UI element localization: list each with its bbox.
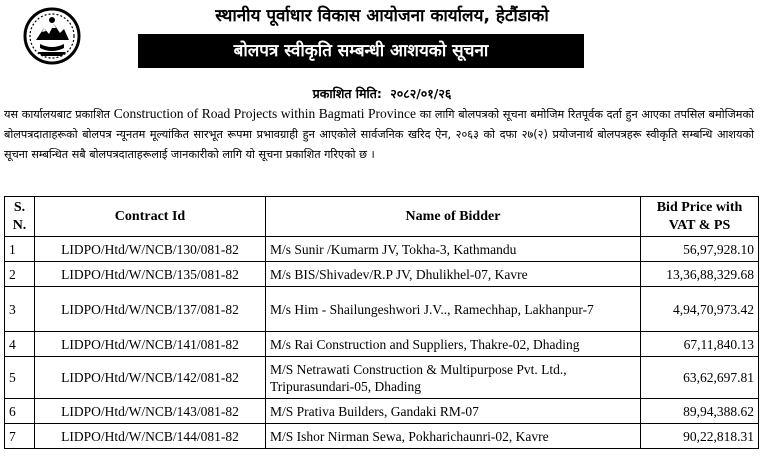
row-contract-id: LIDPO/Htd/W/NCB/130/081-82 bbox=[35, 237, 266, 262]
published-date-value: २०८२/०१/२६ bbox=[390, 86, 452, 101]
row-contract-id: LIDPO/Htd/W/NCB/144/081-82 bbox=[35, 424, 266, 449]
row-sn: 5 bbox=[5, 357, 35, 399]
header-bidder: Name of Bidder bbox=[266, 197, 641, 237]
row-sn: 2 bbox=[5, 262, 35, 287]
office-title: स्थानीय पूर्वाधार विकास आयोजना कार्यालय, हेटौंडाको bbox=[215, 6, 549, 26]
table-row bbox=[5, 399, 759, 424]
row-sn: 3 bbox=[5, 287, 35, 332]
row-price: 56,97,928.10 bbox=[641, 237, 759, 262]
table-row bbox=[5, 237, 759, 262]
row-contract-id: LIDPO/Htd/W/NCB/143/081-82 bbox=[35, 399, 266, 424]
row-bidder: M/s Sunir /Kumarm JV, Tokha-3, Kathmandu bbox=[266, 237, 641, 262]
notice-title-banner: बोलपत्र स्वीकृति सम्बन्धी आशयको सूचना bbox=[138, 34, 584, 68]
table-row bbox=[5, 287, 759, 332]
row-sn: 7 bbox=[5, 424, 35, 449]
row-sn: 6 bbox=[5, 399, 35, 424]
notice-body-paragraph bbox=[4, 104, 754, 165]
published-date-line bbox=[0, 85, 764, 103]
table-row bbox=[5, 332, 759, 357]
bid-results-table bbox=[4, 196, 759, 449]
table-row bbox=[5, 262, 759, 287]
row-price: 67,11,840.13 bbox=[641, 332, 759, 357]
row-contract-id: LIDPO/Htd/W/NCB/142/081-82 bbox=[35, 357, 266, 399]
table-header-row bbox=[5, 197, 759, 237]
row-contract-id: LIDPO/Htd/W/NCB/137/081-82 bbox=[35, 287, 266, 332]
intro-text-start: यस कार्यालयबाट प्रकाशित bbox=[4, 108, 114, 121]
row-sn: 4 bbox=[5, 332, 35, 357]
row-contract-id: LIDPO/Htd/W/NCB/141/081-82 bbox=[35, 332, 266, 357]
published-date-label: प्रकाशित मिति: bbox=[312, 86, 382, 101]
row-bidder: M/S Netrawati Construction & Multipurpose Pvt. Ltd., Tripurasundari-05, Dhading bbox=[266, 357, 641, 399]
row-price: 13,36,88,329.68 bbox=[641, 262, 759, 287]
row-sn: 1 bbox=[5, 237, 35, 262]
header-sn: S. N. bbox=[5, 197, 35, 237]
row-bidder: M/s Rai Construction and Suppliers, Thakre-02, Dhading bbox=[266, 332, 641, 357]
row-price: 63,62,697.81 bbox=[641, 357, 759, 399]
row-price: 4,94,70,973.42 bbox=[641, 287, 759, 332]
header-price: Bid Price with VAT & PS bbox=[641, 197, 759, 237]
table-row bbox=[5, 357, 759, 399]
intro-text-rest: का लागि बोलपत्रको सूचना बमोजिम रितपूर्वक दर्ता हुन आएका तपसिल बमोजिमको बोलपत्रदाताहरूको बोलपत्र न्यूनतम मूल्यांकित सारभूत रूपमा प्रभावग्राही हुन आएकोले सार्वजनिक खरिद ऐन, २०६३ को दफा २७(२) प्रयोजनार्थ बोलपत्रहरू स्वीकृति सम्बन्धि आशयको सूचना सम्बन्धित सबै बोलपत्रदाताहरूलाई जानकारीको लागि यो सूचना प्रकाशित गरिएको छ । bbox=[4, 108, 754, 161]
row-bidder: M/s Him - Shailungeshwori J.V.., Ramechhap, Lakhanpur-7 bbox=[266, 287, 641, 332]
row-contract-id: LIDPO/Htd/W/NCB/135/081-82 bbox=[35, 262, 266, 287]
row-bidder: M/S Ishor Nirman Sewa, Pokharichaunri-02, Kavre bbox=[266, 424, 641, 449]
header-contract-id: Contract Id bbox=[35, 197, 266, 237]
row-bidder: M/s BIS/Shivadev/R.P JV, Dhulikhel-07, Kavre bbox=[266, 262, 641, 287]
row-bidder: M/S Prativa Builders, Gandaki RM-07 bbox=[266, 399, 641, 424]
row-price: 90,22,818.31 bbox=[641, 424, 759, 449]
project-name: Construction of Road Projects within Bagmati Province bbox=[113, 106, 417, 121]
table-row bbox=[5, 424, 759, 449]
row-price: 89,94,388.62 bbox=[641, 399, 759, 424]
